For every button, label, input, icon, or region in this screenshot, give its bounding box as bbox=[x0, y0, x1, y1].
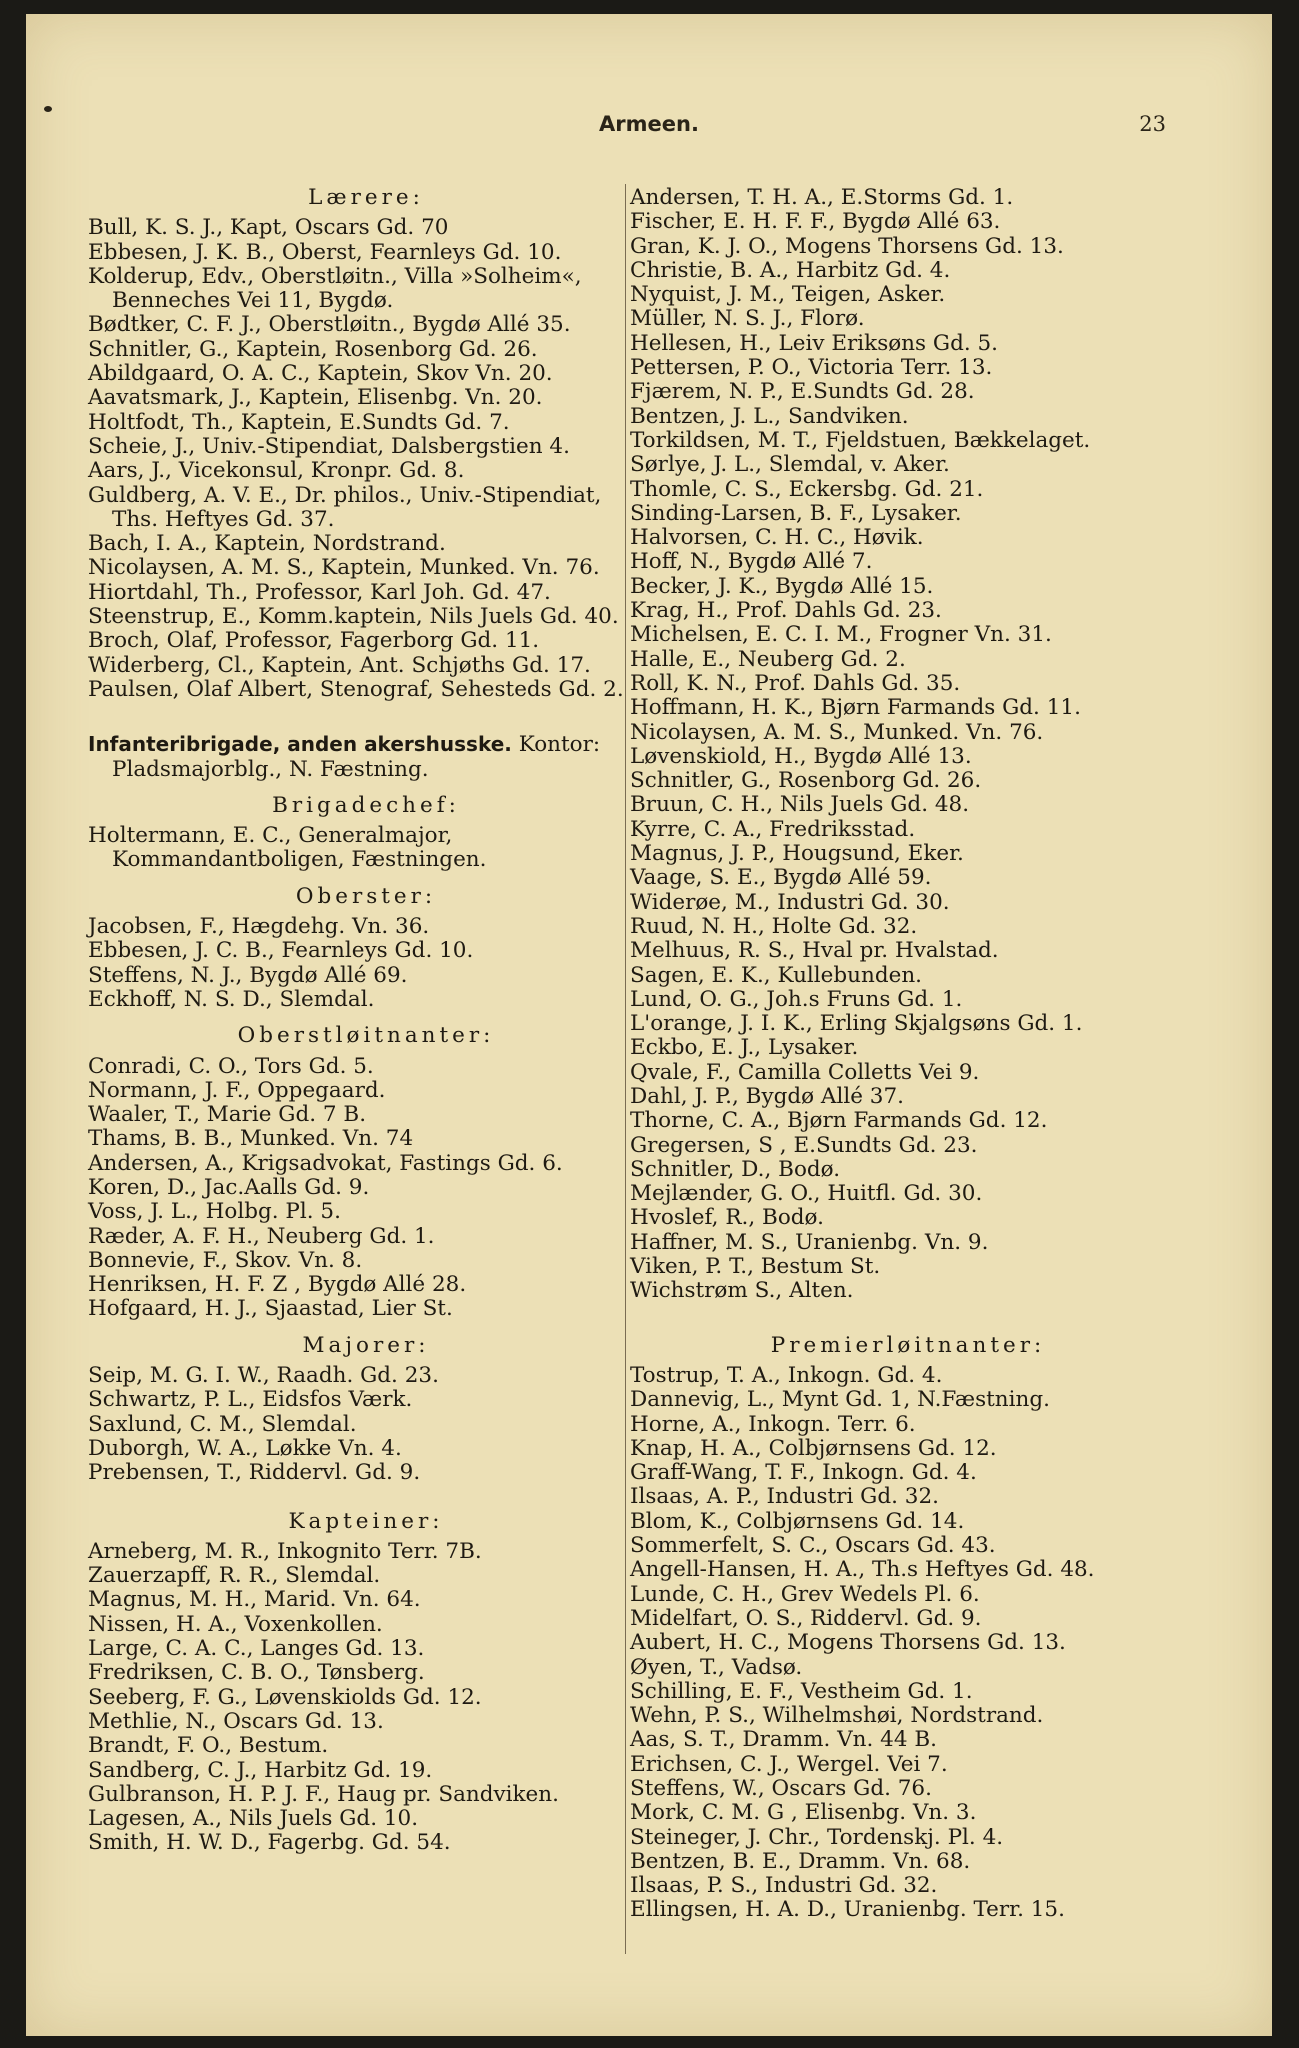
list-item: Halvorsen, C. H. C., Høvik. bbox=[630, 525, 924, 551]
left-column bbox=[88, 186, 644, 1856]
list-item: Angell-Hansen, H. A., Th.s Heftyes Gd. 48. bbox=[630, 1557, 1095, 1583]
list-item: Graff-Wang, T. F., Inkogn. Gd. 4. bbox=[630, 1460, 977, 1486]
list-item: Ruud, N. H., Holte Gd. 32. bbox=[630, 913, 918, 939]
list-item: Hofgaard, H. J., Sjaastad, Lier St. bbox=[88, 1296, 453, 1322]
list-item: Bødtker, C. F. J., Oberstløitn., Bygdø Allé 35. bbox=[88, 312, 571, 338]
list-item: Holtermann, E. C., Generalmajor, Kommandantboligen, Fæstningen. bbox=[88, 823, 487, 873]
list-item: Vaage, S. E., Bygdø Allé 59. bbox=[630, 865, 932, 891]
list-item: Dahl, J. P., Bygdø Allé 37. bbox=[630, 1083, 904, 1109]
list-item: Seeberg, F. G., Løvenskiolds Gd. 12. bbox=[88, 1684, 482, 1710]
list-item: Sagen, E. K., Kullebunden. bbox=[630, 962, 923, 988]
list-item: Aavatsmark, J., Kaptein, Elisenbg. Vn. 20. bbox=[88, 385, 543, 411]
heading-oberstloitnanter: Oberstløitnanter: bbox=[237, 1023, 495, 1049]
list-item: Steineger, J. Chr., Tordenskj. Pl. 4. bbox=[630, 1824, 1004, 1850]
list-item: Aas, S. T., Dramm. Vn. 44 B. bbox=[630, 1727, 938, 1753]
list-item: Lunde, C. H., Grev Wedels Pl. 6. bbox=[630, 1581, 980, 1607]
list-item: Schwartz, P. L., Eidsfos Værk. bbox=[88, 1387, 413, 1413]
list-item: Bonnevie, F., Skov. Vn. 8. bbox=[88, 1247, 363, 1273]
list-item: Ilsaas, A. P., Industri Gd. 32. bbox=[630, 1484, 939, 1510]
list-item: Nissen, H. A., Voxenkollen. bbox=[88, 1611, 383, 1637]
section-infanteribrigade bbox=[88, 732, 644, 782]
list-item: Gulbranson, H. P. J. F., Haug pr. Sandviken. bbox=[88, 1781, 559, 1807]
section-title: Infanteribrigade, anden akershusske. bbox=[88, 732, 512, 757]
list-item: Kolderup, Edv., Oberstløitn., Villa »Solheim«, Benneches Vei 11, Bygdø. bbox=[88, 263, 582, 314]
list-item: Gregersen, S , E.Sundts Gd. 23. bbox=[630, 1132, 978, 1158]
list-item: Erichsen, C. J., Wergel. Vei 7. bbox=[630, 1751, 948, 1777]
list-item: Sommerfelt, S. C., Oscars Gd. 43. bbox=[630, 1533, 996, 1559]
list-item: Bull, K. S. J., Kapt, Oscars Gd. 70 bbox=[88, 215, 449, 241]
list-brigadechef bbox=[88, 824, 644, 873]
list-item: Zauerzapff, R. R., Slemdal. bbox=[88, 1563, 381, 1589]
list-item: Mork, C. M. G , Elisenbg. Vn. 3. bbox=[630, 1800, 977, 1826]
list-item: Tostrup, T. A., Inkogn. Gd. 4. bbox=[630, 1362, 943, 1388]
list-item: Magnus, J. P., Hougsund, Eker. bbox=[630, 841, 964, 867]
list-item: L'orange, J. I. K., Erling Skjalgsøns Gd. 1. bbox=[630, 1011, 1083, 1037]
list-item: Paulsen, Olaf Albert, Stenograf, Sehesteds Gd. 2. bbox=[88, 676, 624, 702]
list-item: Andersen, A., Krigsadvokat, Fastings Gd. 6. bbox=[88, 1150, 563, 1176]
list-item: Seip, M. G. I. W., Raadh. Gd. 23. bbox=[88, 1363, 439, 1389]
list-item: Saxlund, C. M., Slemdal. bbox=[88, 1411, 357, 1437]
list-kapteiner-continued bbox=[630, 186, 1186, 1304]
list-item: Mejlænder, G. O., Huitfl. Gd. 30. bbox=[630, 1181, 983, 1207]
list-item: Thorne, C. A., Bjørn Farmands Gd. 12. bbox=[630, 1108, 1048, 1134]
list-item: Michelsen, E. C. I. M., Frogner Vn. 31. bbox=[630, 622, 1052, 648]
list-item: Scheie, J., Univ.-Stipendiat, Dalsbergstien 4. bbox=[88, 433, 570, 459]
list-item: Bentzen, B. E., Dramm. Vn. 68. bbox=[630, 1848, 971, 1874]
list-item: Roll, K. N., Prof. Dahls Gd. 35. bbox=[630, 670, 961, 696]
heading-laerere: Lærere: bbox=[308, 185, 424, 210]
list-item: Nyquist, J. M., Teigen, Asker. bbox=[630, 282, 946, 308]
list-item: Smith, H. W. D., Fagerbg. Gd. 54. bbox=[88, 1830, 451, 1856]
list-item: Ellingsen, H. A. D., Uranienbg. Terr. 15. bbox=[630, 1897, 1065, 1923]
list-oberstloitnanter bbox=[88, 1055, 644, 1322]
heading-kapteiner: Kapteiner: bbox=[288, 1508, 444, 1534]
list-majorer bbox=[88, 1364, 644, 1485]
list-item: Schnitler, G., Kaptein, Rosenborg Gd. 26. bbox=[88, 336, 538, 362]
list-item: Steenstrup, E., Komm.kaptein, Nils Juels Gd. 40. bbox=[88, 604, 619, 630]
list-item: Lund, O. G., Joh.s Fruns Gd. 1. bbox=[630, 986, 963, 1012]
list-item: Abildgaard, O. A. C., Kaptein, Skov Vn. 20. bbox=[88, 361, 553, 387]
list-oberster bbox=[88, 915, 644, 1012]
list-item: Fjærem, N. P., E.Sundts Gd. 28. bbox=[630, 379, 975, 405]
directory-page bbox=[26, 14, 1272, 2036]
list-item: Schnitler, G., Rosenborg Gd. 26. bbox=[630, 768, 982, 794]
list-item: Eckbo, E. J., Lysaker. bbox=[630, 1035, 859, 1061]
list-item: Henriksen, H. F. Z , Bygdø Allé 28. bbox=[88, 1272, 467, 1298]
list-item: Normann, J. F., Oppegaard. bbox=[88, 1077, 386, 1103]
list-item: Prebensen, T., Riddervl. Gd. 9. bbox=[88, 1460, 421, 1486]
list-item: Guldberg, A. V. E., Dr. philos., Univ.-Stipendiat, Ths. Heftyes Gd. 37. bbox=[88, 482, 602, 532]
heading-majorer: Majorer: bbox=[302, 1332, 430, 1358]
heading-premierloitnanter: Premierløitnanter: bbox=[770, 1332, 1046, 1358]
list-item: Thams, B. B., Munked. Vn. 74 bbox=[88, 1126, 414, 1152]
list-item: Wehn, P. S., Wilhelmshøi, Nordstrand. bbox=[630, 1703, 1044, 1729]
list-item: Hiortdahl, Th., Professor, Karl Joh. Gd. 47. bbox=[88, 579, 551, 605]
list-item: Steffens, W., Oscars Gd. 76. bbox=[630, 1776, 932, 1801]
list-item: Duborgh, W. A., Løkke Vn. 4. bbox=[88, 1435, 402, 1461]
list-item: Widerøe, M., Industri Gd. 30. bbox=[630, 889, 950, 915]
list-item: Lagesen, A., Nils Juels Gd. 10. bbox=[88, 1806, 419, 1832]
list-item: Wichstrøm S., Alten. bbox=[630, 1278, 854, 1304]
list-item: Jacobsen, F., Hægdehg. Vn. 36. bbox=[88, 914, 430, 940]
list-item: Nicolaysen, A. M. S., Munked. Vn. 76. bbox=[630, 719, 1044, 745]
list-item: Hoffmann, H. K., Bjørn Farmands Gd. 11. bbox=[630, 695, 1081, 721]
list-item: Sørlye, J. L., Slemdal, v. Aker. bbox=[630, 452, 950, 478]
list-item: Broch, Olaf, Professor, Fagerborg Gd. 11. bbox=[88, 628, 540, 654]
list-item: Pettersen, P. O., Victoria Terr. 13. bbox=[630, 355, 993, 381]
list-item: Viken, P. T., Bestum St. bbox=[630, 1254, 881, 1280]
list-item: Waaler, T., Marie Gd. 7 B. bbox=[88, 1102, 367, 1128]
list-item: Andersen, T. H. A., E.Storms Gd. 1. bbox=[630, 185, 1014, 210]
list-item: Horne, A., Inkogn. Terr. 6. bbox=[630, 1411, 916, 1437]
list-item: Kyrre, C. A., Fredriksstad. bbox=[630, 816, 916, 842]
list-item: Melhuus, R. S., Hval pr. Hvalstad. bbox=[630, 938, 999, 964]
list-item: Brandt, F. O., Bestum. bbox=[88, 1733, 329, 1759]
list-item: Koren, D., Jac.Aalls Gd. 9. bbox=[88, 1174, 370, 1200]
list-item: Fischer, E. H. F. F., Bygdø Allé 63. bbox=[630, 209, 1001, 235]
list-item: Ilsaas, P. S., Industri Gd. 32. bbox=[630, 1873, 938, 1899]
list-item: Ræder, A. F. H., Neuberg Gd. 1. bbox=[88, 1223, 435, 1249]
list-item: Halle, E., Neuberg Gd. 2. bbox=[630, 646, 906, 672]
list-item: Bentzen, J. L., Sandviken. bbox=[630, 403, 909, 429]
list-item: Knap, H. A., Colbjørnsens Gd. 12. bbox=[630, 1435, 997, 1461]
list-item: Dannevig, L., Mynt Gd. 1, N.Fæstning. bbox=[630, 1387, 1050, 1413]
list-item: Øyen, T., Vadsø. bbox=[630, 1654, 803, 1680]
list-item: Blom, K., Colbjørnsens Gd. 14. bbox=[630, 1508, 965, 1534]
list-item: Sandberg, C. J., Harbitz Gd. 19. bbox=[88, 1757, 433, 1783]
list-item: Large, C. A. C., Langes Gd. 13. bbox=[88, 1636, 425, 1662]
list-item: Thomle, C. S., Eckersbg. Gd. 21. bbox=[630, 476, 984, 502]
page-number: 23 bbox=[1139, 112, 1166, 136]
list-item: Hvoslef, R., Bodø. bbox=[630, 1205, 824, 1231]
list-item: Voss, J. L., Holbg. Pl. 5. bbox=[88, 1199, 341, 1225]
heading-oberster: Oberster: bbox=[295, 883, 437, 909]
list-item: Fredriksen, C. B. O., Tønsberg. bbox=[88, 1660, 425, 1686]
list-item: Bruun, C. H., Nils Juels Gd. 48. bbox=[630, 792, 970, 818]
running-head: Armeen. bbox=[599, 112, 699, 136]
section-office: Kontor: Pladsmajorblg., N. Fæstning. bbox=[112, 732, 601, 782]
list-item: Methlie, N., Oscars Gd. 13. bbox=[88, 1708, 384, 1734]
list-item: Gran, K. J. O., Mogens Thorsens Gd. 13. bbox=[630, 233, 1064, 259]
list-item: Bach, I. A., Kaptein, Nordstrand. bbox=[88, 531, 446, 557]
list-item: Aars, J., Vicekonsul, Kronpr. Gd. 8. bbox=[88, 458, 465, 484]
list-item: Krag, H., Prof. Dahls Gd. 23. bbox=[630, 598, 942, 624]
list-item: Løvenskiold, H., Bygdø Allé 13. bbox=[630, 743, 972, 769]
list-item: Hoff, N., Bygdø Allé 7. bbox=[630, 549, 873, 575]
list-item: Becker, J. K., Bygdø Allé 15. bbox=[630, 573, 934, 599]
list-item: Magnus, M. H., Marid. Vn. 64. bbox=[88, 1587, 421, 1613]
page-header bbox=[26, 112, 1272, 146]
list-item: Hellesen, H., Leiv Eriksøns Gd. 5. bbox=[630, 330, 999, 356]
list-item: Nicolaysen, A. M. S., Kaptein, Munked. Vn. 76. bbox=[88, 555, 600, 581]
list-premierloitnanter bbox=[630, 1364, 1186, 1923]
list-item: Qvale, F., Camilla Colletts Vei 9. bbox=[630, 1059, 980, 1085]
list-item: Schilling, E. F., Vestheim Gd. 1. bbox=[630, 1678, 973, 1704]
list-item: Christie, B. A., Harbitz Gd. 4. bbox=[630, 257, 951, 283]
list-item: Widerberg, Cl., Kaptein, Ant. Schjøths Gd. 17. bbox=[88, 652, 591, 678]
list-item: Ebbesen, J. C. B., Fearnleys Gd. 10. bbox=[88, 938, 474, 964]
list-kapteiner bbox=[88, 1540, 644, 1856]
list-item: Aubert, H. C., Mogens Thorsens Gd. 13. bbox=[630, 1630, 1066, 1656]
list-item: Steffens, N. J., Bygdø Allé 69. bbox=[88, 962, 408, 988]
list-laerere bbox=[88, 216, 644, 702]
list-item: Ebbesen, J. K. B., Oberst, Fearnleys Gd. 10. bbox=[88, 239, 562, 265]
list-item: Arneberg, M. R., Inkognito Terr. 7B. bbox=[88, 1538, 482, 1564]
list-item: Sinding-Larsen, B. F., Lysaker. bbox=[630, 500, 962, 526]
list-item: Midelfart, O. S., Riddervl. Gd. 9. bbox=[630, 1605, 982, 1631]
list-item: Conradi, C. O., Tors Gd. 5. bbox=[88, 1053, 374, 1079]
list-item: Eckhoff, N. S. D., Slemdal. bbox=[88, 986, 375, 1012]
list-item: Torkildsen, M. T., Fjeldstuen, Bækkelaget. bbox=[630, 427, 1091, 453]
heading-brigadechef: Brigadechef: bbox=[272, 792, 460, 818]
list-item: Haffner, M. S., Uranienbg. Vn. 9. bbox=[630, 1229, 989, 1255]
list-item: Schnitler, D., Bodø. bbox=[630, 1156, 841, 1182]
list-item: Müller, N. S. J., Florø. bbox=[630, 306, 865, 332]
list-item: Holtfodt, Th., Kaptein, E.Sundts Gd. 7. bbox=[88, 409, 510, 435]
right-column bbox=[630, 186, 1186, 1923]
